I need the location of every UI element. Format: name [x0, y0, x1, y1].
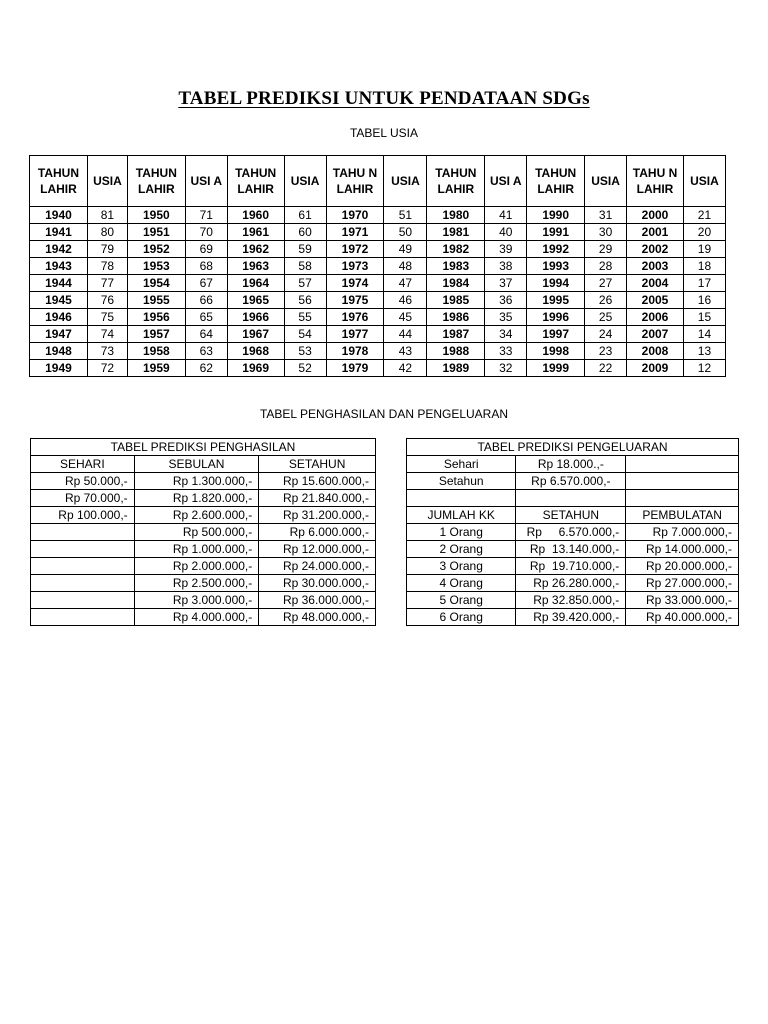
income-row: [31, 473, 376, 490]
header-tahun-lahir: TAHUN LAHIR: [527, 156, 585, 207]
tahun-lahir-cell: 1949: [30, 360, 88, 377]
income-setahun-cell: Rp 24.000.000,-: [259, 558, 376, 575]
usia-cell: 79: [87, 241, 127, 258]
income-row: [31, 558, 376, 575]
income-title-row: [31, 439, 376, 456]
money-tables-caption: TABEL PENGHASILAN DAN PENGELUARAN: [259, 407, 509, 421]
usia-cell: 52: [284, 360, 326, 377]
usia-cell: 68: [185, 258, 227, 275]
usia-cell: 46: [384, 292, 427, 309]
tahun-lahir-cell: 1980: [427, 207, 485, 224]
usia-cell: 54: [284, 326, 326, 343]
usia-cell: 12: [683, 360, 725, 377]
tahun-lahir-cell: 2007: [627, 326, 684, 343]
usia-cell: 76: [87, 292, 127, 309]
income-sebulan-cell: Rp 1.000.000,-: [134, 541, 259, 558]
tahun-lahir-cell: 1959: [127, 360, 185, 377]
usia-cell: 74: [87, 326, 127, 343]
usia-cell: 32: [485, 360, 527, 377]
tahun-lahir-cell: 1989: [427, 360, 485, 377]
tahun-lahir-cell: 1962: [227, 241, 284, 258]
tahun-lahir-cell: 1947: [30, 326, 88, 343]
income-row: [31, 541, 376, 558]
tahun-lahir-cell: 1984: [427, 275, 485, 292]
usia-cell: 63: [185, 343, 227, 360]
income-setahun-cell: Rp 21.840.000,-: [259, 490, 376, 507]
usia-cell: 81: [87, 207, 127, 224]
usia-cell: 64: [185, 326, 227, 343]
usia-cell: 33: [485, 343, 527, 360]
tahun-lahir-cell: 1987: [427, 326, 485, 343]
usia-cell: 27: [585, 275, 627, 292]
tahun-lahir-cell: 1983: [427, 258, 485, 275]
usia-cell: 53: [284, 343, 326, 360]
income-sehari-cell: [31, 541, 135, 558]
expense-row: [407, 541, 739, 558]
expense-amount-cell: Rp 6.570.000,-: [516, 473, 626, 490]
tahun-lahir-cell: 1981: [427, 224, 485, 241]
tahun-lahir-cell: 1943: [30, 258, 88, 275]
header-pembulatan: PEMBULATAN: [626, 507, 739, 524]
usia-cell: 69: [185, 241, 227, 258]
usia-cell: 39: [485, 241, 527, 258]
income-sebulan-cell: Rp 1.820.000,-: [134, 490, 259, 507]
expense-row: [407, 609, 739, 626]
usia-cell: 78: [87, 258, 127, 275]
tahun-lahir-cell: 1971: [326, 224, 384, 241]
income-sebulan-cell: Rp 500.000,-: [134, 524, 259, 541]
usia-table-row: [30, 207, 726, 224]
header-sehari: SEHARI: [31, 456, 135, 473]
usia-cell: 25: [585, 309, 627, 326]
income-setahun-cell: Rp 15.600.000,-: [259, 473, 376, 490]
tahun-lahir-cell: 1979: [326, 360, 384, 377]
expense-pembulatan-cell: Rp 27.000.000,-: [626, 575, 739, 592]
usia-cell: 31: [585, 207, 627, 224]
tahun-lahir-cell: 1999: [527, 360, 585, 377]
expense-setahun-cell: Rp 39.420.000,-: [516, 609, 626, 626]
expense-kk-cell: 1 Orang: [407, 524, 516, 541]
usia-cell: 67: [185, 275, 227, 292]
expense-table: [406, 438, 739, 626]
tahun-lahir-cell: 1992: [527, 241, 585, 258]
usia-table-row: [30, 309, 726, 326]
tahun-lahir-cell: 1963: [227, 258, 284, 275]
income-sehari-cell: Rp 100.000,-: [31, 507, 135, 524]
usia-cell: 18: [683, 258, 725, 275]
expense-top-row: [407, 473, 739, 490]
tahun-lahir-cell: 1945: [30, 292, 88, 309]
usia-cell: 62: [185, 360, 227, 377]
tahun-lahir-cell: 1967: [227, 326, 284, 343]
tahun-lahir-cell: 1946: [30, 309, 88, 326]
usia-cell: 22: [585, 360, 627, 377]
expense-pembulatan-cell: Rp 14.000.000,-: [626, 541, 739, 558]
tahun-lahir-cell: 1957: [127, 326, 185, 343]
income-sebulan-cell: Rp 2.600.000,-: [134, 507, 259, 524]
usia-cell: 24: [585, 326, 627, 343]
usia-table-row: [30, 224, 726, 241]
expense-kk-cell: 3 Orang: [407, 558, 516, 575]
header-tahun-lahir: TAHUN LAHIR: [30, 156, 88, 207]
income-sehari-cell: [31, 524, 135, 541]
income-row: [31, 524, 376, 541]
usia-cell: 26: [585, 292, 627, 309]
income-setahun-cell: Rp 12.000.000,-: [259, 541, 376, 558]
expense-empty-cell: [626, 456, 739, 473]
tahun-lahir-cell: 2002: [627, 241, 684, 258]
tahun-lahir-cell: 1965: [227, 292, 284, 309]
usia-cell: 49: [384, 241, 427, 258]
expense-table-title: TABEL PREDIKSI PENGELUARAN: [407, 439, 739, 456]
expense-title-row: [407, 439, 739, 456]
income-setahun-cell: Rp 31.200.000,-: [259, 507, 376, 524]
expense-period-cell: Sehari: [407, 456, 516, 473]
header-usia: USIA: [384, 156, 427, 207]
tahun-lahir-cell: 1953: [127, 258, 185, 275]
usia-cell: 30: [585, 224, 627, 241]
tahun-lahir-cell: 1951: [127, 224, 185, 241]
tahun-lahir-cell: 1976: [326, 309, 384, 326]
usia-cell: 21: [683, 207, 725, 224]
income-sehari-cell: Rp 70.000,-: [31, 490, 135, 507]
usia-cell: 55: [284, 309, 326, 326]
header-tahun-lahir: TAHU N LAHIR: [326, 156, 384, 207]
usia-cell: 23: [585, 343, 627, 360]
tahun-lahir-cell: 1991: [527, 224, 585, 241]
usia-cell: 73: [87, 343, 127, 360]
usia-cell: 41: [485, 207, 527, 224]
expense-row: [407, 575, 739, 592]
expense-kk-cell: 5 Orang: [407, 592, 516, 609]
usia-table-row: [30, 343, 726, 360]
tahun-lahir-cell: 2009: [627, 360, 684, 377]
tahun-lahir-cell: 2008: [627, 343, 684, 360]
usia-table: [29, 155, 726, 377]
header-tahun-lahir: TAHUN LAHIR: [427, 156, 485, 207]
usia-table-row: [30, 292, 726, 309]
tahun-lahir-cell: 1997: [527, 326, 585, 343]
income-setahun-cell: Rp 30.000.000,-: [259, 575, 376, 592]
tahun-lahir-cell: 1960: [227, 207, 284, 224]
header-tahun-lahir: TAHUN LAHIR: [127, 156, 185, 207]
usia-cell: 60: [284, 224, 326, 241]
tahun-lahir-cell: 2001: [627, 224, 684, 241]
usia-table-row: [30, 258, 726, 275]
expense-period-cell: Setahun: [407, 473, 516, 490]
expense-empty-cell: [626, 490, 739, 507]
income-sebulan-cell: Rp 3.000.000,-: [134, 592, 259, 609]
income-sehari-cell: [31, 558, 135, 575]
expense-kk-cell: 6 Orang: [407, 609, 516, 626]
expense-setahun-cell: Rp 19.710.000,-: [516, 558, 626, 575]
header-jumlah-kk: JUMLAH KK: [407, 507, 516, 524]
tahun-lahir-cell: 1986: [427, 309, 485, 326]
tahun-lahir-cell: 1972: [326, 241, 384, 258]
income-row: [31, 575, 376, 592]
tahun-lahir-cell: 2006: [627, 309, 684, 326]
usia-cell: 56: [284, 292, 326, 309]
expense-top-row: [407, 456, 739, 473]
tahun-lahir-cell: 1969: [227, 360, 284, 377]
tahun-lahir-cell: 1966: [227, 309, 284, 326]
tahun-lahir-cell: 1944: [30, 275, 88, 292]
usia-cell: 17: [683, 275, 725, 292]
usia-cell: 40: [485, 224, 527, 241]
usia-cell: 80: [87, 224, 127, 241]
usia-cell: 42: [384, 360, 427, 377]
usia-table-row: [30, 275, 726, 292]
income-sebulan-cell: Rp 4.000.000,-: [134, 609, 259, 626]
income-row: [31, 592, 376, 609]
usia-cell: 14: [683, 326, 725, 343]
tahun-lahir-cell: 1993: [527, 258, 585, 275]
usia-cell: 34: [485, 326, 527, 343]
expense-period-cell: [407, 490, 516, 507]
tahun-lahir-cell: 1995: [527, 292, 585, 309]
usia-table-row: [30, 360, 726, 377]
expense-pembulatan-cell: Rp 20.000.000,-: [626, 558, 739, 575]
income-sehari-cell: [31, 575, 135, 592]
income-table: [30, 438, 376, 626]
usia-cell: 48: [384, 258, 427, 275]
tahun-lahir-cell: 1968: [227, 343, 284, 360]
usia-cell: 36: [485, 292, 527, 309]
tahun-lahir-cell: 2005: [627, 292, 684, 309]
expense-setahun-cell: Rp 32.850.000,-: [516, 592, 626, 609]
usia-cell: 20: [683, 224, 725, 241]
income-sebulan-cell: Rp 1.300.000,-: [134, 473, 259, 490]
income-setahun-cell: Rp 48.000.000,-: [259, 609, 376, 626]
tahun-lahir-cell: 1950: [127, 207, 185, 224]
income-table-title: TABEL PREDIKSI PENGHASILAN: [31, 439, 376, 456]
tahun-lahir-cell: 1955: [127, 292, 185, 309]
tahun-lahir-cell: 1998: [527, 343, 585, 360]
header-usia: USIA: [683, 156, 725, 207]
usia-cell: 65: [185, 309, 227, 326]
tahun-lahir-cell: 1952: [127, 241, 185, 258]
tahun-lahir-cell: 1970: [326, 207, 384, 224]
usia-cell: 35: [485, 309, 527, 326]
tahun-lahir-cell: 2000: [627, 207, 684, 224]
expense-kk-cell: 2 Orang: [407, 541, 516, 558]
tahun-lahir-cell: 1996: [527, 309, 585, 326]
usia-cell: 51: [384, 207, 427, 224]
income-sebulan-cell: Rp 2.500.000,-: [134, 575, 259, 592]
usia-table-caption: TABEL USIA: [349, 126, 419, 140]
header-usia: USI A: [485, 156, 527, 207]
usia-cell: 44: [384, 326, 427, 343]
expense-pembulatan-cell: Rp 40.000.000,-: [626, 609, 739, 626]
tahun-lahir-cell: 1954: [127, 275, 185, 292]
usia-cell: 13: [683, 343, 725, 360]
header-usia: USIA: [87, 156, 127, 207]
header-usia: USI A: [185, 156, 227, 207]
page-title: TABEL PREDIKSI UNTUK PENDATAAN SDGs: [178, 88, 590, 109]
expense-setahun-cell: Rp 13.140.000,-: [516, 541, 626, 558]
usia-cell: 16: [683, 292, 725, 309]
usia-cell: 77: [87, 275, 127, 292]
tahun-lahir-cell: 1982: [427, 241, 485, 258]
tahun-lahir-cell: 1964: [227, 275, 284, 292]
tahun-lahir-cell: 1948: [30, 343, 88, 360]
usia-cell: 47: [384, 275, 427, 292]
tahun-lahir-cell: 1975: [326, 292, 384, 309]
tahun-lahir-cell: 1977: [326, 326, 384, 343]
income-sebulan-cell: Rp 2.000.000,-: [134, 558, 259, 575]
header-tahun-lahir: TAHUN LAHIR: [227, 156, 284, 207]
tahun-lahir-cell: 1990: [527, 207, 585, 224]
usia-header-row: [30, 156, 726, 207]
usia-table-row: [30, 241, 726, 258]
usia-cell: 28: [585, 258, 627, 275]
income-setahun-cell: Rp 36.000.000,-: [259, 592, 376, 609]
usia-cell: 43: [384, 343, 427, 360]
expense-row: [407, 592, 739, 609]
expense-pembulatan-cell: Rp 7.000.000,-: [626, 524, 739, 541]
expense-row: [407, 524, 739, 541]
tahun-lahir-cell: 1988: [427, 343, 485, 360]
expense-setahun-cell: Rp 26.280.000,-: [516, 575, 626, 592]
header-usia: USIA: [284, 156, 326, 207]
expense-setahun-cell: Rp 6.570.000,-: [516, 524, 626, 541]
income-sehari-cell: [31, 592, 135, 609]
usia-cell: 58: [284, 258, 326, 275]
usia-cell: 19: [683, 241, 725, 258]
tahun-lahir-cell: 1958: [127, 343, 185, 360]
tahun-lahir-cell: 1978: [326, 343, 384, 360]
tahun-lahir-cell: 1941: [30, 224, 88, 241]
usia-cell: 71: [185, 207, 227, 224]
expense-amount-cell: [516, 490, 626, 507]
usia-table-body: [30, 207, 726, 377]
usia-cell: 75: [87, 309, 127, 326]
header-usia: USIA: [585, 156, 627, 207]
expense-empty-cell: [626, 473, 739, 490]
income-setahun-cell: Rp 6.000.000,-: [259, 524, 376, 541]
tahun-lahir-cell: 1994: [527, 275, 585, 292]
income-row: [31, 507, 376, 524]
income-row: [31, 609, 376, 626]
header-tahun-lahir: TAHU N LAHIR: [627, 156, 684, 207]
header-setahun: SETAHUN: [259, 456, 376, 473]
expense-kk-cell: 4 Orang: [407, 575, 516, 592]
usia-cell: 38: [485, 258, 527, 275]
header-setahun: SETAHUN: [516, 507, 626, 524]
tahun-lahir-cell: 1940: [30, 207, 88, 224]
usia-cell: 50: [384, 224, 427, 241]
income-sehari-cell: [31, 609, 135, 626]
usia-cell: 61: [284, 207, 326, 224]
expense-row: [407, 558, 739, 575]
usia-cell: 59: [284, 241, 326, 258]
usia-cell: 15: [683, 309, 725, 326]
usia-cell: 45: [384, 309, 427, 326]
expense-pembulatan-cell: Rp 33.000.000,-: [626, 592, 739, 609]
income-row: [31, 490, 376, 507]
expense-header-row: [407, 507, 739, 524]
usia-cell: 57: [284, 275, 326, 292]
usia-cell: 66: [185, 292, 227, 309]
usia-cell: 29: [585, 241, 627, 258]
usia-cell: 72: [87, 360, 127, 377]
tahun-lahir-cell: 1961: [227, 224, 284, 241]
tahun-lahir-cell: 1942: [30, 241, 88, 258]
expense-top-row: [407, 490, 739, 507]
expense-amount-cell: Rp 18.000.,-: [516, 456, 626, 473]
usia-table-row: [30, 326, 726, 343]
usia-cell: 37: [485, 275, 527, 292]
tahun-lahir-cell: 1973: [326, 258, 384, 275]
tahun-lahir-cell: 2003: [627, 258, 684, 275]
income-sehari-cell: Rp 50.000,-: [31, 473, 135, 490]
tahun-lahir-cell: 1985: [427, 292, 485, 309]
tahun-lahir-cell: 1974: [326, 275, 384, 292]
tahun-lahir-cell: 1956: [127, 309, 185, 326]
income-header-row: [31, 456, 376, 473]
usia-cell: 70: [185, 224, 227, 241]
header-sebulan: SEBULAN: [134, 456, 259, 473]
tahun-lahir-cell: 2004: [627, 275, 684, 292]
